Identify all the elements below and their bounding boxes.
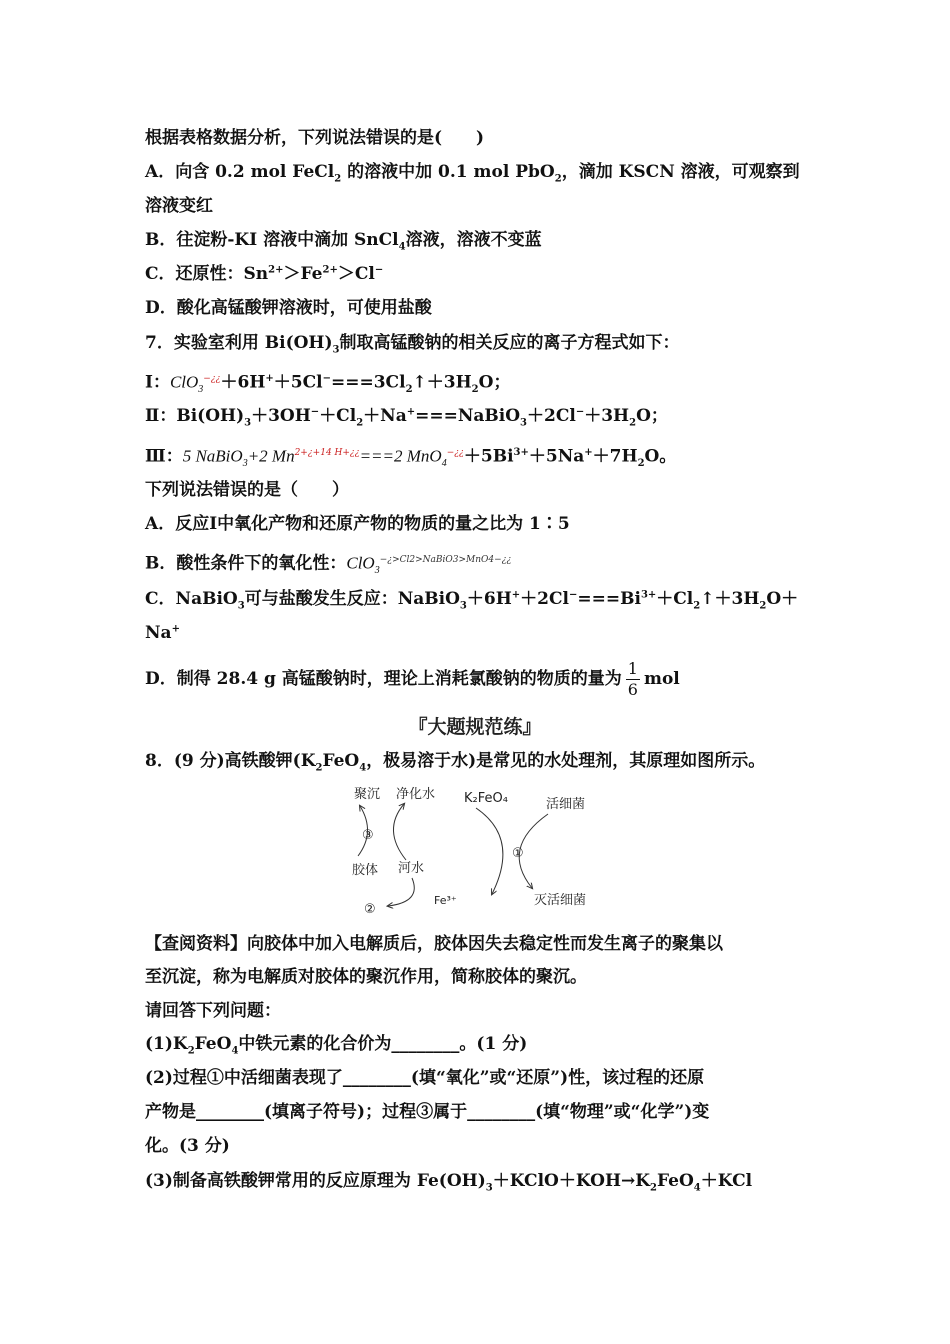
q6-option-a: A．向含 0.2 mol FeCl$_2$ 的溶液中加 0.1 mol PbO$_2$，滴加 KSCN 溶液，可观察到	[145, 162, 800, 185]
text: Na	[145, 623, 172, 643]
text: C．NaBiO	[145, 589, 238, 609]
q6-stem: 根据表格数据分析，下列说法错误的是( )	[145, 128, 485, 148]
text: 的溶液中加 0.1 mol PbO	[341, 162, 555, 182]
label-c1: ①	[512, 846, 524, 861]
text: mol	[643, 669, 680, 689]
label-hs: 河水	[398, 861, 425, 876]
part-2-line-1: (2)过程①中活细菌表现了________(填“氧化”或“还原”)性，该过程的还原	[145, 1068, 705, 1088]
text: ===Bi	[577, 589, 641, 609]
text: ＋5Bi	[463, 446, 514, 467]
equation-2: Ⅱ：$Bi(OH)_3+3OH^-+Cl_2+Na^+===NaBiO_3+2Cl^-+3H_2O$；	[145, 406, 668, 429]
text: ＋Na	[363, 406, 407, 426]
text: ＋Cl	[319, 406, 357, 426]
text: ＋6H	[220, 372, 266, 393]
equation-1: Ⅰ：$ClO_3^{-¿¿}+6H^++5Cl^-===3Cl_2↑+3H_2O$；	[145, 372, 511, 396]
text: ===NaBiO	[415, 406, 521, 426]
label-fe3: Fe³⁺	[434, 894, 457, 907]
text: 制取高锰酸钠的相关反应的离子方程式如下：	[339, 333, 680, 353]
please-answer: 请回答下列问题：	[145, 1001, 281, 1021]
part-2-line-2: 产物是________(填离子符号)；过程③属于________(填“物理”或“化学”)变	[145, 1102, 710, 1122]
text: ＋KClO＋KOH→K	[492, 1171, 651, 1191]
text: B．酸性条件下的氧化性：	[145, 553, 347, 574]
text: ===3Cl	[331, 372, 406, 393]
q6-option-b: B．往淀粉-KI 溶液中滴加 SnCl$_4$溶液，溶液不变蓝	[145, 230, 542, 253]
text: ＋5Na	[528, 446, 585, 467]
arrow-2	[388, 878, 414, 906]
arrow-3-right	[393, 804, 406, 860]
section-title: 『大题规范练』	[408, 716, 542, 738]
q7-option-c-cont: Na+	[145, 623, 180, 643]
info-line-2: 至沉淀，称为电解质对胶体的聚沉作用，简称胶体的聚沉。	[145, 967, 587, 987]
text: ＞Cl	[337, 264, 375, 284]
text: B．往淀粉-KI 溶液中滴加 SnCl	[145, 230, 399, 250]
label-hxj: 活细菌	[546, 797, 586, 812]
text: 6	[627, 680, 638, 699]
q6-option-c: C．还原性：$Sn^{2+}>Fe^{2+}>Cl^-$	[145, 264, 384, 284]
part-1: $(1)K_2FeO_4$中铁元素的化合价为________。(1 分)	[145, 1034, 528, 1057]
part-3: (3)制备高铁酸钾常用的反应原理为 $Fe(OH)_3+KClO+KOH\to K_2FeO_4+KCl$	[145, 1171, 753, 1194]
q7-option-d	[145, 658, 810, 700]
text: ，滴加 KSCN 溶液，可观察到	[561, 162, 800, 182]
text: ＋6H	[466, 589, 512, 609]
text: Ⅲ：	[145, 446, 183, 467]
text: ，极易溶于水)是常见的水处理剂，其原理如图所示。	[366, 751, 766, 771]
part-2-line-3: 化。(3 分)	[145, 1136, 230, 1156]
text: ＋5Cl	[273, 372, 323, 393]
text: O；	[478, 372, 511, 393]
text: ＋2Cl	[527, 406, 576, 426]
q7-option-a: A．反应Ⅰ中氧化产物和还原产物的物质的量之比为 1∶5	[145, 514, 570, 534]
text: Ⅰ：	[145, 372, 170, 393]
info-line-1: 【查阅资料】向胶体中加入电解质后，胶体因失去稳定性而发生离子的聚集以	[145, 934, 723, 954]
text: (3)制备高铁酸钾常用的反应原理为 Fe(OH)	[145, 1171, 486, 1191]
label-jhs: 净化水	[396, 787, 436, 802]
text: ＋7H	[592, 446, 638, 467]
text: (1)K	[145, 1034, 188, 1054]
text: ↑＋3H	[412, 372, 472, 393]
text: ↑＋3H	[700, 589, 760, 609]
label-jt: 胶体	[352, 863, 379, 878]
q8-stem: 8．(9 分)高铁酸钾($K_2FeO_4$，极易溶于水)是常见的水处理剂，其原理如图所示。	[145, 751, 766, 774]
q6-option-d: D．酸化高锰酸钾溶液时，可使用盐酸	[145, 298, 432, 318]
label-c2: ②	[364, 902, 376, 917]
text: O。	[644, 446, 677, 467]
text: ClO	[169, 372, 199, 392]
text: ＞Fe	[283, 264, 323, 284]
q7-option-c: C．NaBiO$_3$可与盐酸发生反应：$NaBiO_3+6H^++2Cl^-===Bi^{3+}+Cl_2↑+3H_2O+$	[145, 589, 799, 612]
text: 1	[627, 659, 638, 678]
label-k2feo4: K₂FeO₄	[464, 791, 508, 806]
text: −¿>Cl2>NaBiO3>MnO4−¿¿	[379, 555, 512, 565]
text: 中铁元素的化合价为________。(1 分)	[238, 1034, 528, 1054]
q7-ask: 下列说法错误的是（ ）	[145, 480, 349, 500]
text: Ⅱ：Bi(OH)	[145, 406, 245, 426]
text: 8．(9 分)高铁酸钾(K	[145, 751, 316, 771]
text: D．制得 28.4 g 高锰酸钠时，理论上消耗氯酸钠的物质的量为	[145, 669, 622, 689]
q7-option-b: B．酸性条件下的氧化性：ClO$_3^{-¿>Cl2>NaBiO3>MnO4-¿¿}$	[145, 553, 512, 577]
text: ＋3OH	[251, 406, 311, 426]
text: 溶液，溶液不变蓝	[405, 230, 542, 250]
q7-stem: 7．实验室利用 $Bi(OH)_3$制取高锰酸钠的相关反应的离子方程式如下：	[145, 333, 680, 356]
text: ＋KCl	[700, 1171, 753, 1191]
text: O＋	[766, 589, 799, 609]
text: 2+¿+14 H+¿¿	[294, 448, 360, 458]
equation-3: Ⅲ：5 NaBiO$_3$+2 $Mn^{2+¿+14 H+¿¿}===2$ $MnO_4^{-¿¿}+5Bi^{3+}+5Na^++7H_2O$。	[145, 446, 677, 470]
text: +2 Mn	[247, 446, 295, 466]
water-treatment-diagram	[340, 782, 610, 922]
label-jc: 聚沉	[354, 787, 381, 802]
fraction	[626, 659, 640, 700]
text: FeO	[322, 751, 360, 771]
text: 5 NaBiO	[182, 446, 243, 466]
text: 7．实验室利用 Bi(OH)	[145, 333, 333, 353]
text: FeO	[657, 1171, 694, 1191]
text: FeO	[194, 1034, 232, 1054]
text: ＋Cl	[656, 589, 694, 609]
arrow-1-fe	[476, 808, 503, 894]
text: ===2 MnO	[359, 446, 442, 466]
text: 可与盐酸发生反应：NaBiO	[244, 589, 460, 609]
text: ＋2Cl	[520, 589, 569, 609]
text: C．还原性：Sn	[145, 264, 269, 284]
label-c3: ③	[362, 828, 374, 843]
text: A．向含 0.2 mol FeCl	[145, 162, 335, 182]
text: O；	[636, 406, 668, 426]
q6-option-a-cont: 溶液变红	[145, 196, 213, 216]
label-mhxj: 灭活细菌	[534, 893, 587, 908]
text: ＋3H	[584, 406, 630, 426]
text: ClO	[346, 553, 375, 573]
